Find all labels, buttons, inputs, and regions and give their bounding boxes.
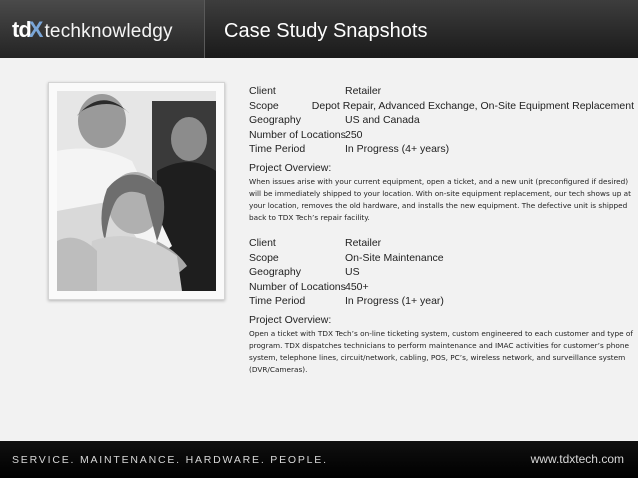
info-value: 450+ (345, 280, 369, 293)
case-study-1 (249, 84, 634, 224)
info-row (249, 113, 634, 128)
footer-bar (0, 441, 638, 478)
info-label: Geography (249, 266, 301, 279)
page-title: Case Study Snapshots (224, 20, 428, 42)
info-row (249, 265, 634, 280)
info-label: Number of Locations (249, 280, 346, 293)
header-bar (0, 0, 638, 58)
info-value: US (345, 266, 360, 279)
info-label: Time Period (249, 295, 306, 308)
info-row (249, 99, 634, 114)
footer-tagline: SERVICE. MAINTENANCE. HARDWARE. PEOPLE. (12, 454, 328, 466)
photo-frame (48, 82, 225, 300)
business-team-photo-icon (57, 91, 216, 291)
info-row (249, 251, 634, 266)
info-value: Retailer (345, 237, 382, 250)
info-row (249, 84, 634, 99)
company-logo (12, 18, 173, 42)
info-label: Scope (249, 251, 279, 264)
info-value: On-Site Maintenance (345, 251, 444, 264)
info-row (249, 128, 634, 143)
logo-tdx-text: td (12, 17, 31, 42)
project-overview-label: Project Overview: (249, 161, 332, 174)
logo-area (0, 0, 205, 58)
info-row (249, 142, 634, 157)
info-value: Retailer (345, 85, 382, 98)
info-label: Geography (249, 114, 301, 127)
project-overview-text: When issues arise with your current equipment, open a ticket, and a new unit (preconfigured if desired) will be immediately shipped to your location. With on-site equipment replacement, our tech shows up at your location, removes the old hardware, and installs the new equipment. The defective unit is shipped back to TDX Tech’s repair facility. (249, 176, 632, 222)
info-row (249, 280, 634, 295)
info-label: Scope (249, 99, 279, 112)
info-value: In Progress (4+ years) (345, 143, 450, 156)
info-label: Number of Locations (249, 128, 346, 141)
logo-wordmark: techknowledgy (44, 21, 173, 42)
logo-x-mark: X (28, 17, 44, 42)
info-value: US and Canada (345, 114, 420, 127)
info-label: Client (249, 85, 276, 98)
info-value: Depot Repair, Advanced Exchange, On-Site Equipment Replacement (311, 99, 634, 112)
project-overview-label: Project Overview: (249, 313, 332, 326)
info-label: Client (249, 237, 276, 250)
website-link[interactable]: www.tdxtech.com (530, 452, 624, 466)
info-label: Time Period (249, 143, 306, 156)
project-overview-text: Open a ticket with TDX Tech’s on-line ticketing system, custom engineered to each customer and type of program. TDX dispatches technicians to perform maintenance and IMAC activities for customer’s phone system, telephone lines, circuit/network, cabling, POS, PC’s, wireless network, and surveillance system (DVR/Cameras). (249, 328, 633, 374)
info-value: 250 (345, 128, 363, 141)
case-study-2 (249, 236, 634, 376)
info-row (249, 294, 634, 309)
info-row (249, 236, 634, 251)
info-value: In Progress (1+ year) (345, 295, 444, 308)
